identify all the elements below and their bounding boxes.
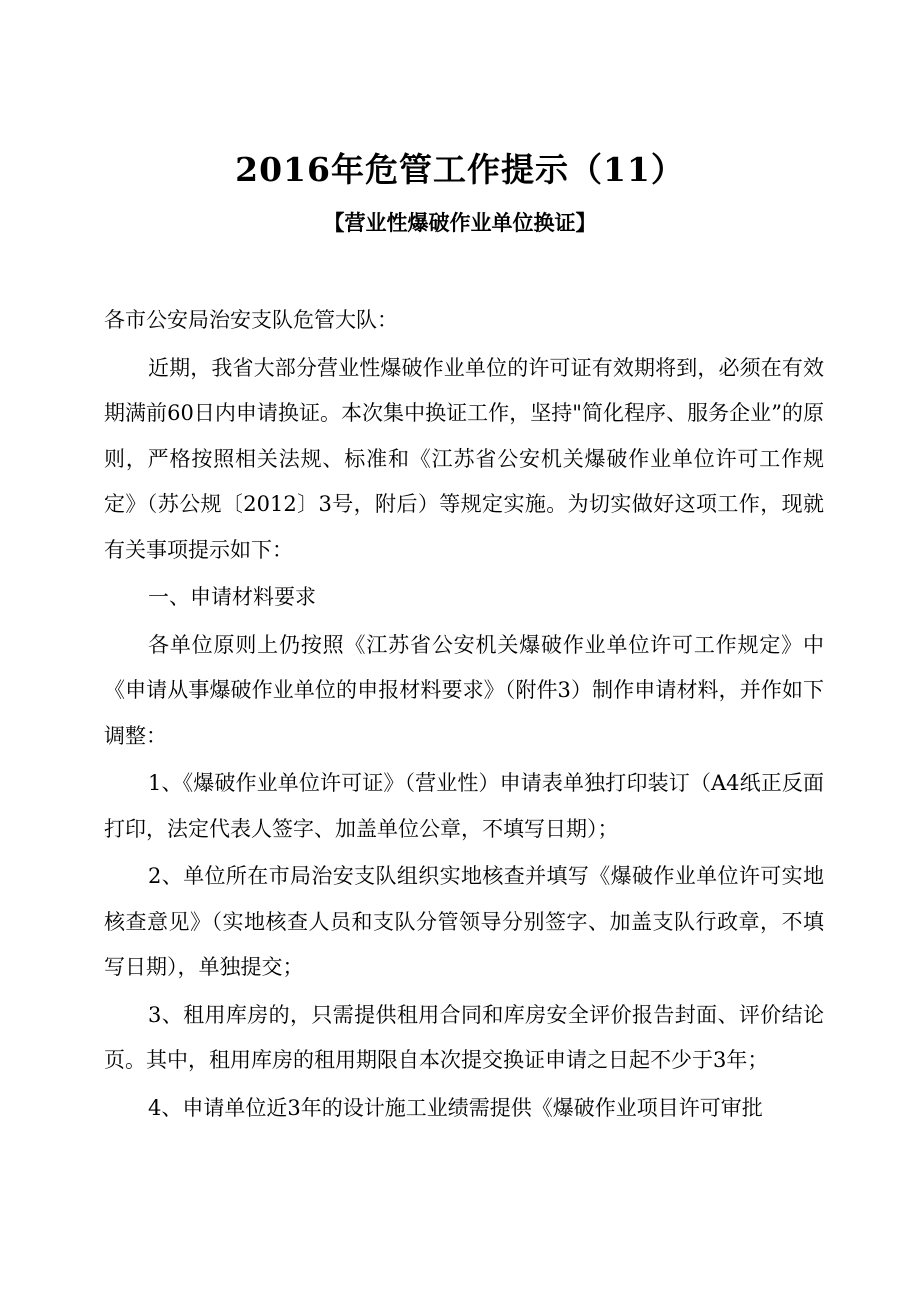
document-subtitle: 【营业性爆破作业单位换证】 (323, 211, 597, 235)
paragraph-intro: 近期，我省大部分营业性爆破作业单位的许可证有效期将到，必须在有效期满前60日内申请换证。本次集中换证工作，坚持"简化程序、服务企业”的原则，严格按照相关法规、标准和《江苏省公安机关爆破作业单位许可工作规定》（苏公规〔2012〕3号，附后）等规定实施。为切实做好这项工作，现就有关事项提示如下： (104, 355, 824, 562)
document-title: 2016年危管工作提示（11） (235, 150, 685, 189)
list-item-2: 2、单位所在市局治安支队组织实地核查并填写《爆破作业单位许可实地核查意见》（实地核查人员和支队分管领导分别签字、加盖支队行政章，不填写日期），单独提交； (104, 864, 824, 979)
list-item-3: 3、租用库房的，只需提供租用合同和库房安全评价报告封面、评价结论页。其中，租用库房的租用期限自本次提交换证申请之日起不少于3年； (104, 1002, 824, 1072)
list-item-1: 1、《爆破作业单位许可证》（营业性）申请表单独打印装订（A4纸正反面打印，法定代表人签字、加盖单位公章，不填写日期）； (104, 771, 824, 841)
document-body (104, 298, 824, 1131)
list-item-4: 4、申请单位近3年的设计施工业绩需提供《爆破作业项目许可审批 (148, 1095, 763, 1120)
salutation: 各市公安局治安支队危管大队： (104, 308, 398, 332)
section-heading: 一、申请材料要求 (148, 585, 316, 609)
section-intro: 各单位原则上仍按照《江苏省公安机关爆破作业单位许可工作规定》中《申请从事爆破作业单位的申报材料要求》（附件3）制作申请材料，并作如下调整： (104, 632, 824, 748)
